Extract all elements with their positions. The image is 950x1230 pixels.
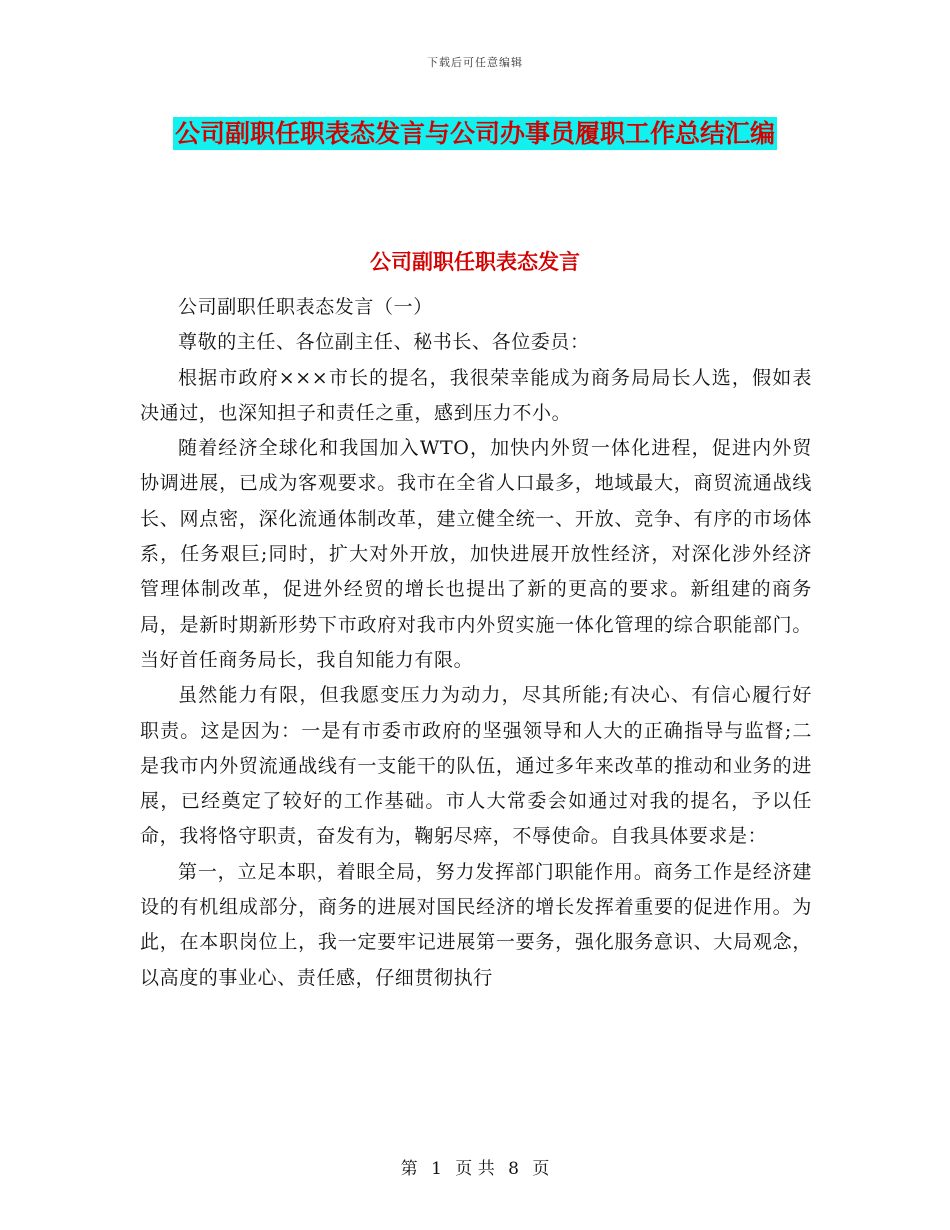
footer-page-number: 1 — [431, 1159, 442, 1179]
body-text — [140, 290, 812, 996]
footer-prefix: 第 — [400, 1159, 418, 1179]
paragraph: 根据市政府×××市长的提名，我很荣幸能成为商务局局长人选，假如表决通过，也深知担子和责任之重，感到压力不小。 — [140, 366, 812, 424]
paragraph: 第一，立足本职，着眼全局，努力发挥部门职能作用。商务工作是经济建设的有机组成部分，商务的进展对国民经济的增长发挥着重要的促进作用。为此，在本职岗位上，我一定要牢记进展第一要务，强化服务意识、大局观念，以高度的事业心、责任感，仔细贯彻执行 — [140, 860, 812, 989]
document-title-text: 公司副职任职表态发言与公司办事员履职工作总结汇编 — [174, 119, 775, 148]
footer-total-pages: 8 — [508, 1159, 519, 1179]
paragraph: 虽然能力有限，但我愿变压力为动力，尽其所能;有决心、有信心履行好职责。这是因为：一是有市委市政府的坚强领导和人大的正确指导与监督;二是我市内外贸流通战线有一支能干的队伍，通过多年来改革的推动和业务的进展，已经奠定了较好的工作基础。市人大常委会如通过对我的提名，予以任命，我将恪守职责，奋发有为，鞠躬尽瘁，不辱使命。自我具体要求是： — [140, 684, 812, 848]
paragraph: 尊敬的主任、各位副主任、秘书长、各位委员： — [178, 331, 590, 354]
paragraph: 随着经济全球化和我国加入WTO，加快内外贸一体化进程，促进内外贸协调进展，已成为客观要求。我市在全省人口最多，地域最大，商贸流通战线长、网点密，深化流通体制改革，建立健全统一、开放、竞争、有序的市场体系，任务艰巨;同时，扩大对外开放，加快进展开放性经济，对深化涉外经济管理体制改革，促进外经贸的增长也提出了新的更高的要求。新组建的商务局，是新时期新形势下市政府对我市内外贸实施一体化管理的综合职能部门。当好首任商务局长，我自知能力有限。 — [140, 437, 812, 671]
footer-suffix: 页 — [532, 1159, 550, 1179]
footer-mid: 页 共 — [455, 1159, 495, 1179]
document-title — [140, 108, 810, 160]
header-note: 下载后可任意编辑 — [427, 56, 523, 69]
page-footer — [0, 1154, 950, 1179]
section-title: 公司副职任职表态发言 — [370, 249, 580, 274]
paragraph: 公司副职任职表态发言（一） — [178, 296, 433, 318]
